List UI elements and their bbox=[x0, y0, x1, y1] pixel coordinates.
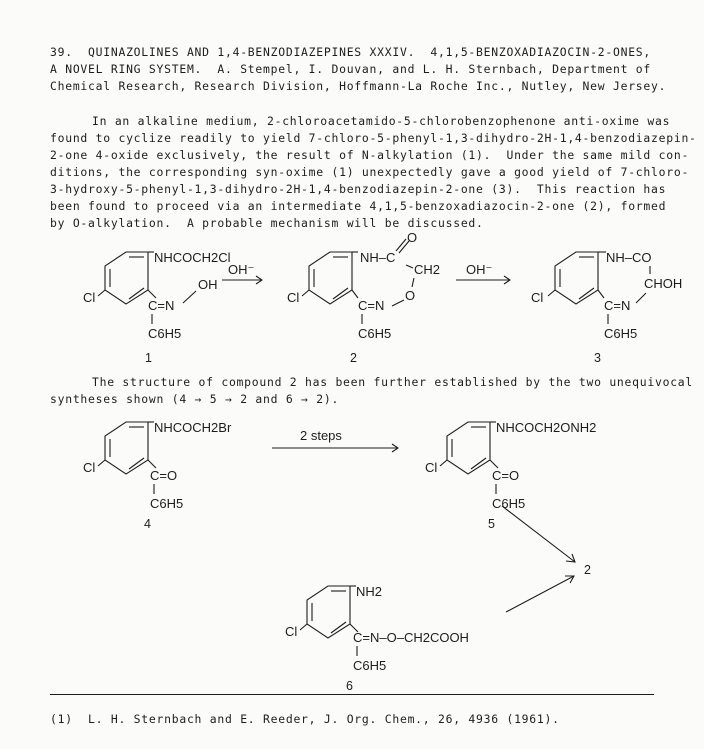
benzene-ring-1 bbox=[105, 252, 148, 304]
compound-6-amine: NH2 bbox=[356, 584, 383, 599]
compound-3-phenyl: C6H5 bbox=[604, 326, 638, 341]
benzene-ring-2 bbox=[309, 252, 352, 304]
compound-2-carbonyl-o: O bbox=[407, 230, 418, 245]
target-compound-2: 2 bbox=[584, 563, 591, 577]
abstract-line-6: been found to proceed via an intermediate 4,1,5-benzoxadiazocin-2-one (2), formed bbox=[50, 199, 667, 213]
footnote: (1) L. H. Sternbach and E. Reeder, J. Org. Chem., 26, 4936 (1961). bbox=[50, 712, 560, 726]
chloro-label-6: Cl bbox=[285, 624, 298, 639]
compound-4-number: 4 bbox=[144, 517, 151, 531]
compound-3-number: 3 bbox=[594, 351, 601, 365]
compound-6-oxime-chain: C=N–O–CH2COOH bbox=[353, 630, 469, 645]
compound-6-number: 6 bbox=[346, 679, 353, 693]
two-steps-label: 2 steps bbox=[300, 428, 342, 443]
compound-5-number: 5 bbox=[488, 517, 495, 531]
compound-2-phenyl: C6H5 bbox=[358, 326, 392, 341]
compound-1-acyl-group: NHCOCH2Cl bbox=[154, 250, 231, 265]
compound-2-ring-o: O bbox=[405, 288, 416, 303]
benzene-ring-5 bbox=[447, 422, 490, 474]
chloro-label-3: Cl bbox=[531, 290, 544, 305]
benzene-ring-3 bbox=[555, 252, 598, 304]
compound-5-acyl-group: NHCOCH2ONH2 bbox=[496, 420, 597, 435]
heading-line-1: 39. QUINAZOLINES AND 1,4-BENZODIAZEPINES XXXIV. 4,1,5-BENZOXADIAZOCIN-2-ONES, bbox=[50, 45, 652, 59]
abstract-line-4: ditions, the corresponding syn-oxime (1) unexpectedly gave a good yield of 7-chloro- bbox=[50, 165, 690, 179]
compound-4-carbonyl: C=O bbox=[150, 468, 178, 483]
chloro-label-1: Cl bbox=[83, 290, 96, 305]
scheme-1 bbox=[83, 230, 682, 365]
chloro-label-5: Cl bbox=[425, 460, 438, 475]
compound-4-phenyl: C6H5 bbox=[150, 496, 184, 511]
chloro-label-4: Cl bbox=[83, 460, 96, 475]
footnote-divider bbox=[50, 694, 654, 695]
compound-1-number: 1 bbox=[145, 351, 152, 365]
compound-1-phenyl: C6H5 bbox=[148, 326, 182, 341]
compound-3-choh: CHOH bbox=[644, 276, 683, 291]
structure-note-line-1: The structure of compound 2 has been further established by the two unequivocal bbox=[92, 375, 694, 389]
compound-1-oxime: C=N bbox=[148, 298, 175, 313]
arrow-2-reagent: OH⁻ bbox=[466, 262, 493, 277]
compound-2-ch2: CH2 bbox=[414, 262, 441, 277]
compound-2-imine: C=N bbox=[358, 298, 385, 313]
abstract-line-1: In an alkaline medium, 2-chloroacetamido-5-chlorobenzophenone anti-oxime was bbox=[92, 114, 671, 128]
compound-6-phenyl: C6H5 bbox=[353, 658, 387, 673]
benzene-ring-4 bbox=[105, 422, 148, 474]
compound-5-phenyl: C6H5 bbox=[492, 496, 526, 511]
heading-line-3: Chemical Research, Research Division, Hoffmann-La Roche Inc., Nutley, New Jersey. bbox=[50, 79, 667, 93]
compound-4-acyl-group: NHCOCH2Br bbox=[154, 420, 232, 435]
heading-line-2: A NOVEL RING SYSTEM. A. Stempel, I. Douvan, and L. H. Sternbach, Department of bbox=[50, 62, 652, 76]
compound-5-carbonyl: C=O bbox=[492, 468, 520, 483]
abstract-line-3: 2-one 4-oxide exclusively, the result of N-alkylation (1). Under the same mild con- bbox=[50, 148, 690, 162]
structure-note-line-2: syntheses shown (4 → 5 → 2 and 6 → 2). bbox=[50, 392, 340, 406]
arrow-1-reagent: OH⁻ bbox=[228, 262, 255, 277]
compound-1-oh: OH bbox=[198, 277, 218, 292]
chloro-label-2: Cl bbox=[287, 290, 300, 305]
compound-3-imine: C=N bbox=[604, 298, 631, 313]
abstract-line-7: by O-alkylation. A probable mechanism will be discussed. bbox=[50, 216, 484, 230]
compound-2-number: 2 bbox=[350, 351, 357, 365]
abstract-line-5: 3-hydroxy-5-phenyl-1,3-dihydro-2H-1,4-benzodiazepin-2-one (3). This reaction has bbox=[50, 182, 667, 196]
benzene-ring-6 bbox=[307, 586, 350, 638]
scheme-2 bbox=[83, 420, 596, 693]
compound-3-amide: NH–CO bbox=[606, 250, 652, 265]
compound-2-nh-c: NH–C bbox=[360, 250, 396, 265]
abstract-line-2: found to cyclize readily to yield 7-chloro-5-phenyl-1,3-dihydro-2H-1,4-benzodiazepin- bbox=[50, 131, 697, 145]
